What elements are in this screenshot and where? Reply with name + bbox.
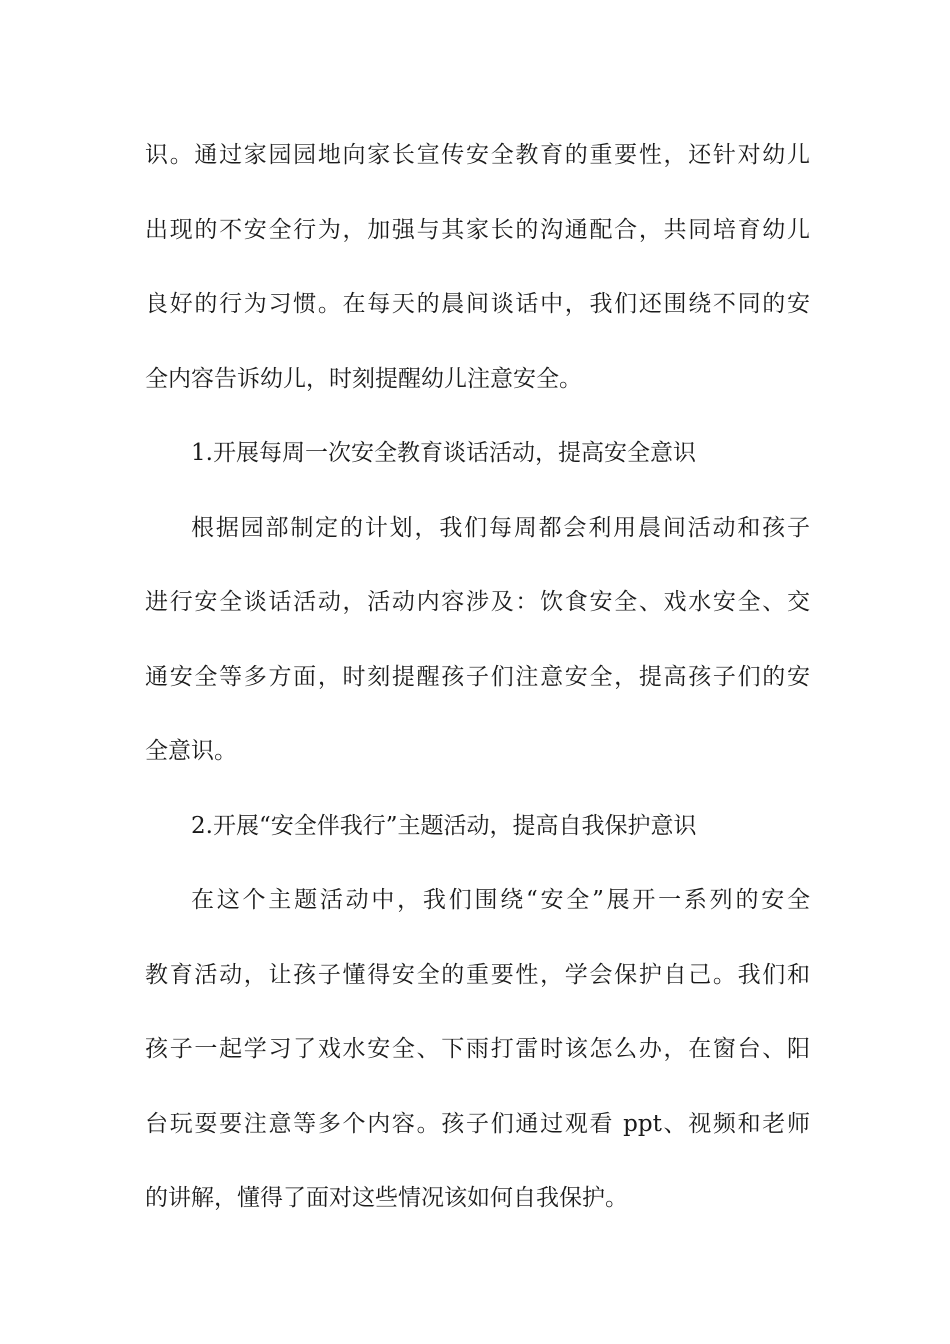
paragraph-line: 通安全等多方面，时刻提醒孩子们注意安全，提高孩子们的安 [145, 663, 810, 690]
paragraph-line: 根据园部制定的计划，我们每周都会利用晨间活动和孩子 [191, 514, 810, 541]
section-heading-1: 1.开展每周一次安全教育谈话活动，提高安全意识 [191, 440, 696, 466]
section-heading-2: 2.开展“安全伴我行”主题活动，提高自我保护意识 [191, 812, 697, 839]
paragraph-line: 全意识。 [145, 738, 237, 764]
paragraph-line: 出现的不安全行为，加强与其家长的沟通配合，共同培育幼儿 [145, 216, 810, 243]
paragraph-line: 的讲解，懂得了面对这些情况该如何自我保护。 [145, 1185, 628, 1211]
paragraph-line: 在这个主题活动中，我们围绕“安全”展开一系列的安全 [191, 887, 810, 913]
paragraph-line: 孩子一起学习了戏水安全、下雨打雷时该怎么办，在窗台、阳 [145, 1036, 810, 1062]
paragraph-line: 识。通过家园园地向家长宣传安全教育的重要性，还针对幼儿 [145, 142, 810, 168]
paragraph-line: 进行安全谈话活动，活动内容涉及：饮食安全、戏水安全、交 [145, 589, 810, 615]
paragraph-line: 台玩耍要注意等多个内容。孩子们通过观看 ppt、视频和老师 [145, 1110, 810, 1137]
paragraph-line: 教育活动，让孩子懂得安全的重要性，学会保护自己。我们和 [145, 961, 810, 988]
paragraph-line: 全内容告诉幼儿，时刻提醒幼儿注意安全。 [145, 365, 582, 392]
document-body [145, 132, 810, 1250]
paragraph-line: 良好的行为习惯。在每天的晨间谈话中，我们还围绕不同的安 [145, 291, 810, 317]
